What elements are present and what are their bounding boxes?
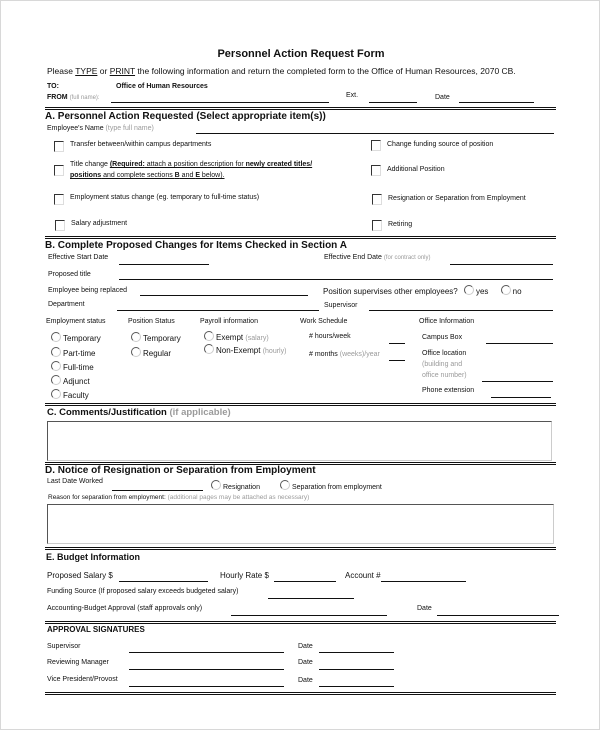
payroll-heading: Payroll information bbox=[200, 318, 258, 325]
vp-signature-field[interactable] bbox=[129, 686, 284, 687]
employment-status-heading: Employment status bbox=[46, 318, 106, 325]
accounting-date-field[interactable] bbox=[437, 615, 559, 616]
employee-replaced-field[interactable] bbox=[140, 295, 308, 296]
supervises-question bbox=[323, 285, 522, 296]
tc-required: (Required: bbox=[109, 161, 145, 168]
tc-text: B bbox=[174, 172, 180, 179]
radio-icon[interactable] bbox=[280, 480, 290, 490]
option-hint: (salary) bbox=[245, 335, 269, 342]
supervises-text: Position supervises other employees? bbox=[323, 287, 458, 296]
section-c-hint: (if applicable) bbox=[169, 407, 231, 418]
section-d-title: D. Notice of Resignation or Separation from Employment bbox=[45, 465, 316, 476]
supervisor-date-label: Date bbox=[298, 643, 313, 650]
effective-end-text: Effective End Date bbox=[324, 254, 382, 261]
section-c-text: C. Comments/Justification bbox=[47, 407, 167, 418]
intro-text: Please bbox=[47, 66, 76, 76]
hours-week-field[interactable] bbox=[389, 343, 405, 344]
employee-name-text: Employee's Name bbox=[47, 125, 104, 132]
vp-sign-label: Vice President/Provost bbox=[47, 676, 118, 683]
section-b-title: B. Complete Proposed Changes for Items Checked in Section A bbox=[45, 240, 347, 251]
supervisor-field[interactable] bbox=[369, 310, 553, 311]
effective-end-hint: (for contract only) bbox=[383, 255, 431, 261]
supervisor-signature-field[interactable] bbox=[129, 652, 284, 653]
section-a-title: A. Personnel Action Requested (Select appropriate item(s)) bbox=[45, 111, 326, 122]
date-label: Date bbox=[435, 94, 450, 101]
months-year-label bbox=[309, 351, 380, 358]
intro-text: or bbox=[97, 66, 110, 76]
divider bbox=[45, 621, 556, 624]
salary-adjustment-checkbox[interactable] bbox=[55, 220, 65, 231]
effective-end-field[interactable] bbox=[450, 264, 553, 265]
radio-icon[interactable] bbox=[131, 332, 141, 342]
radio-icon[interactable] bbox=[51, 332, 61, 342]
date-field[interactable] bbox=[459, 102, 534, 103]
hours-week-label: # hours/week bbox=[309, 333, 351, 340]
campus-box-field[interactable] bbox=[486, 343, 553, 344]
supervisor-date-field[interactable] bbox=[319, 652, 394, 653]
vp-date-label: Date bbox=[298, 677, 313, 684]
to-value: Office of Human Resources bbox=[116, 83, 208, 90]
account-field[interactable] bbox=[381, 581, 466, 582]
proposed-title-field[interactable] bbox=[119, 279, 553, 280]
hourly-rate-field[interactable] bbox=[274, 581, 336, 582]
tc-text: E bbox=[195, 172, 200, 179]
funding-source-field[interactable] bbox=[268, 598, 354, 599]
intro-text: the following information and return the completed form to the Office of Human Resources, 2070 CB. bbox=[135, 66, 516, 76]
radio-icon[interactable] bbox=[131, 347, 141, 357]
supervises-yes-radio[interactable] bbox=[464, 285, 474, 295]
to-label: TO: bbox=[47, 83, 59, 90]
proposed-salary-field[interactable] bbox=[119, 581, 208, 582]
approval-title: APPROVAL SIGNATURES bbox=[47, 625, 145, 634]
comments-textarea[interactable] bbox=[47, 421, 552, 461]
option-label: Part-time bbox=[63, 349, 96, 358]
proposed-title-label: Proposed title bbox=[48, 271, 91, 278]
employee-name-hint: (type full name) bbox=[105, 125, 154, 132]
months-text: # months bbox=[309, 351, 338, 358]
option-label: Resignation bbox=[223, 484, 260, 491]
department-label: Department bbox=[48, 301, 85, 308]
phone-extension-label: Phone extension bbox=[422, 387, 475, 394]
manager-signature-field[interactable] bbox=[129, 669, 284, 670]
radio-icon[interactable] bbox=[51, 375, 61, 385]
retiring-checkbox[interactable] bbox=[372, 220, 382, 231]
option-label: Regular bbox=[143, 349, 172, 358]
vp-date-field[interactable] bbox=[319, 686, 394, 687]
exempt-option[interactable] bbox=[204, 331, 269, 342]
radio-icon[interactable] bbox=[204, 331, 214, 341]
office-info-heading: Office Information bbox=[419, 318, 475, 325]
position-status-heading: Position Status bbox=[128, 318, 175, 325]
divider bbox=[45, 236, 556, 239]
option-label: Adjunct bbox=[63, 377, 90, 386]
last-date-worked-label: Last Date Worked bbox=[47, 478, 103, 485]
employee-name-field[interactable] bbox=[196, 133, 554, 134]
transfer-label: Transfer between/within campus departments bbox=[70, 141, 212, 148]
emp-parttime-option[interactable] bbox=[51, 347, 95, 358]
department-field[interactable] bbox=[117, 310, 319, 311]
proposed-salary-label: Proposed Salary $ bbox=[47, 571, 113, 580]
option-label: Non-Exempt bbox=[216, 346, 261, 355]
form-title: Personnel Action Request Form bbox=[217, 48, 385, 60]
tc-text: below). bbox=[199, 172, 225, 179]
tc-text: attach a position description for bbox=[144, 161, 246, 168]
phone-extension-field[interactable] bbox=[491, 397, 551, 398]
salary-adjustment-label: Salary adjustment bbox=[71, 220, 128, 227]
divider bbox=[45, 403, 556, 406]
radio-icon[interactable] bbox=[211, 480, 221, 490]
office-location-field[interactable] bbox=[482, 381, 553, 382]
instructions bbox=[47, 66, 516, 76]
months-year-field[interactable] bbox=[389, 360, 405, 361]
divider bbox=[45, 692, 556, 695]
from-label bbox=[47, 94, 100, 101]
tc-text: and complete sections bbox=[101, 172, 175, 179]
retiring-label: Retiring bbox=[388, 221, 413, 228]
transfer-checkbox[interactable] bbox=[54, 141, 64, 152]
employment-status-checkbox[interactable] bbox=[54, 194, 64, 205]
manager-date-label: Date bbox=[298, 659, 313, 666]
separation-option[interactable] bbox=[280, 480, 382, 491]
tc-text: and bbox=[179, 172, 196, 179]
emp-faculty-option[interactable] bbox=[51, 389, 89, 400]
option-label: Faculty bbox=[63, 391, 89, 400]
office-location-hint: (building and bbox=[422, 361, 463, 368]
radio-icon[interactable] bbox=[204, 344, 214, 354]
last-date-worked-field[interactable] bbox=[112, 490, 203, 491]
emp-fulltime-option[interactable] bbox=[51, 361, 94, 372]
tc-text: positions bbox=[70, 172, 102, 179]
effective-start-field[interactable] bbox=[119, 264, 209, 265]
supervisor-label: Supervisor bbox=[324, 302, 358, 309]
hourly-rate-label: Hourly Rate $ bbox=[220, 571, 269, 580]
manager-date-field[interactable] bbox=[319, 669, 394, 670]
additional-position-checkbox[interactable] bbox=[371, 165, 381, 176]
option-label: Separation from employment bbox=[292, 484, 382, 491]
divider bbox=[45, 547, 556, 550]
divider bbox=[45, 107, 556, 110]
from-field[interactable] bbox=[111, 102, 329, 103]
emp-temporary-option[interactable] bbox=[51, 332, 101, 343]
option-label: Temporary bbox=[63, 334, 101, 343]
yes-label: yes bbox=[475, 287, 489, 296]
accounting-approval-field[interactable] bbox=[231, 615, 387, 616]
intro-print: PRINT bbox=[109, 66, 136, 76]
supervises-no-radio[interactable] bbox=[501, 285, 511, 295]
from-hint: (full name): bbox=[69, 95, 100, 101]
reason-text: Reason for separation from employment: bbox=[48, 494, 166, 501]
title-change-checkbox[interactable] bbox=[54, 165, 64, 176]
reason-label bbox=[48, 494, 309, 501]
funding-source-label: Change funding source of position bbox=[387, 141, 494, 148]
additional-position-label: Additional Position bbox=[387, 166, 445, 173]
resignation-label: Resignation or Separation from Employment bbox=[388, 195, 526, 202]
section-c-title bbox=[47, 407, 231, 418]
employment-status-change-label: Employment status change (eg. temporary to full-time status) bbox=[70, 194, 260, 201]
account-label: Account # bbox=[345, 571, 381, 580]
radio-icon[interactable] bbox=[51, 361, 61, 371]
no-label: no bbox=[512, 287, 522, 296]
months-hint: (weeks)/year bbox=[339, 351, 380, 358]
intro-type: TYPE bbox=[75, 66, 98, 76]
work-schedule-heading: Work Schedule bbox=[300, 318, 348, 325]
pos-temporary-option[interactable] bbox=[131, 332, 181, 343]
option-label: Exempt bbox=[216, 333, 244, 342]
funding-source-checkbox[interactable] bbox=[371, 140, 381, 151]
reason-hint: (additional pages may be attached as necessary) bbox=[167, 494, 310, 501]
tc-text: newly created titles/ bbox=[245, 161, 313, 168]
option-hint: (hourly) bbox=[262, 348, 287, 355]
ext-field[interactable] bbox=[369, 102, 417, 103]
accounting-date-label: Date bbox=[417, 605, 432, 612]
campus-box-label: Campus Box bbox=[422, 334, 463, 341]
effective-start-label: Effective Start Date bbox=[48, 254, 109, 261]
office-location-label: Office location bbox=[422, 350, 467, 357]
accounting-approval-label: Accounting-Budget Approval (staff approvals only) bbox=[47, 605, 203, 612]
emp-adjunct-option[interactable] bbox=[51, 375, 90, 386]
reason-textarea[interactable] bbox=[47, 504, 554, 544]
funding-source-label: Funding Source (If proposed salary exceeds budgeted salary) bbox=[47, 588, 239, 595]
effective-end-label bbox=[324, 254, 431, 261]
resignation-option[interactable] bbox=[211, 480, 260, 491]
supervisor-sign-label: Supervisor bbox=[47, 643, 81, 650]
pos-regular-option[interactable] bbox=[131, 347, 171, 358]
ext-label: Ext. bbox=[346, 92, 359, 99]
option-label: Full-time bbox=[63, 363, 94, 372]
from-label-text: FROM bbox=[47, 94, 68, 101]
employee-replaced-label: Employee being replaced bbox=[48, 287, 127, 294]
manager-sign-label: Reviewing Manager bbox=[47, 659, 109, 666]
radio-icon[interactable] bbox=[51, 347, 61, 357]
office-location-hint: office number) bbox=[422, 372, 467, 379]
section-e-title: E. Budget Information bbox=[46, 552, 140, 562]
option-label: Temporary bbox=[143, 334, 181, 343]
employee-name-label bbox=[47, 125, 154, 132]
nonexempt-option[interactable] bbox=[204, 344, 286, 355]
title-change-label bbox=[70, 159, 312, 181]
radio-icon[interactable] bbox=[51, 389, 61, 399]
resignation-checkbox[interactable] bbox=[372, 194, 382, 205]
tc-text: Title change bbox=[70, 161, 110, 168]
